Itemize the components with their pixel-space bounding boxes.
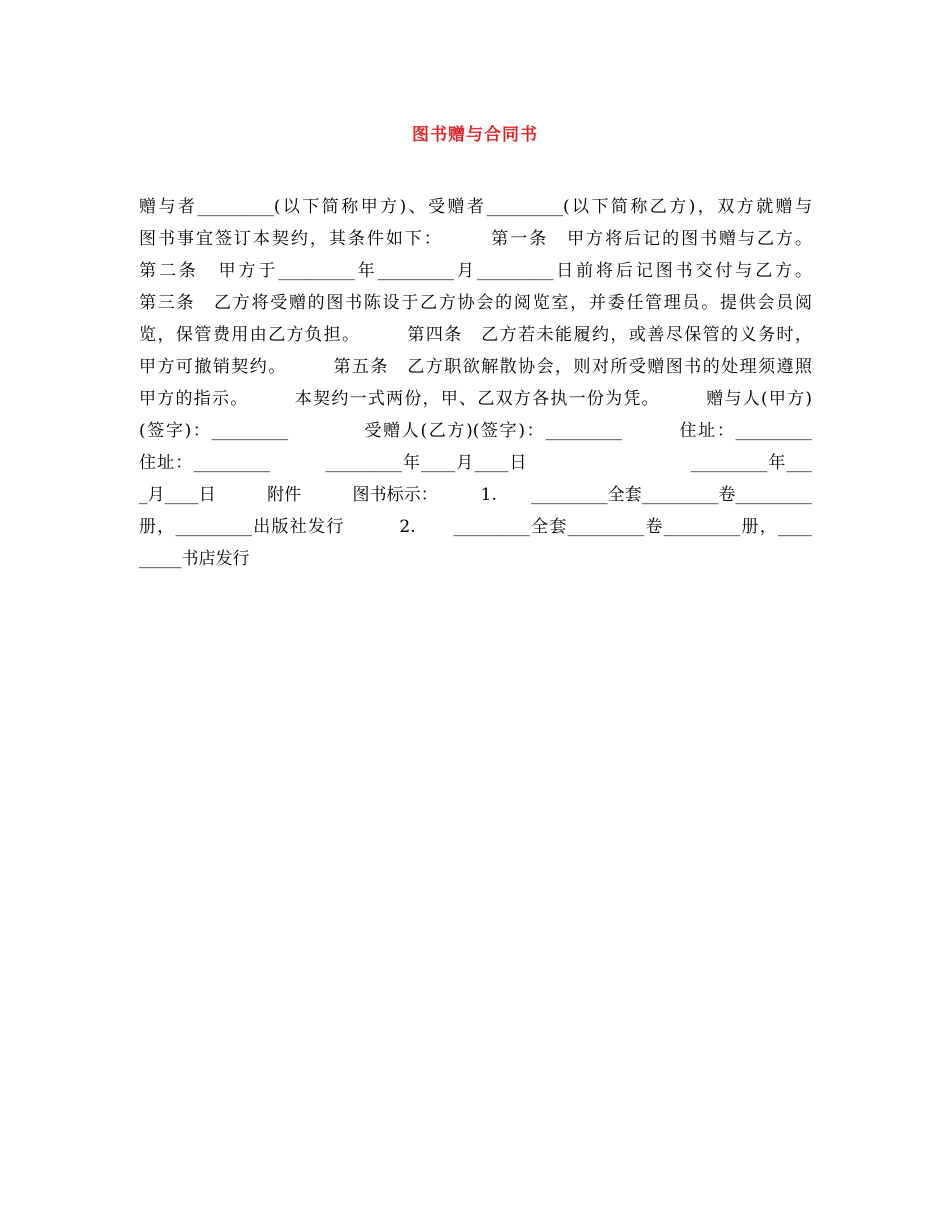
body-line-4: 第三条 乙方将受赠的图书陈设于乙方协会的阅览室，并委任管理员。提供会员阅 xyxy=(139,293,812,313)
document-title: 图书赠与合同书 xyxy=(412,125,538,145)
body-line-10: _月____日 附件 图书标示： 1. _________全套_________卷_________ xyxy=(139,485,812,505)
body-line-2: 图书事宜签订本契约，其条件如下： 第一条 甲方将后记的图书赠与乙方。 xyxy=(139,229,812,249)
body-line-6: 甲方可撤销契约。 第五条 乙方职欲解散协会，则对所受赠图书的处理须遵照 xyxy=(139,357,812,377)
body-line-7: 甲方的指示。 本契约一式两份，甲、乙双方各执一份为凭。 赠与人(甲方) xyxy=(139,389,812,409)
body-line-11: 册，_________出版社发行 2. _________全套_________卷_________册，____ xyxy=(139,517,812,537)
body-line-9: 住址：_________ _________年____月____日 _________年___ xyxy=(139,453,812,473)
body-line-1: 赠与者_________(以下简称甲方)、受赠者_________(以下简称乙方)，双方就赠与 xyxy=(139,197,812,217)
contract-body xyxy=(139,191,812,575)
body-line-3: 第二条 甲方于_________年_________月_________日前将后记图书交付与乙方。 xyxy=(139,261,812,281)
body-line-12: _____书店发行 xyxy=(139,549,250,569)
body-line-5: 览，保管费用由乙方负担。 第四条 乙方若未能履约，或善尽保管的义务时， xyxy=(139,325,812,345)
body-line-8: (签字)：_________ 受赠人(乙方)(签字)：_________ 住址：_________ xyxy=(139,421,812,441)
